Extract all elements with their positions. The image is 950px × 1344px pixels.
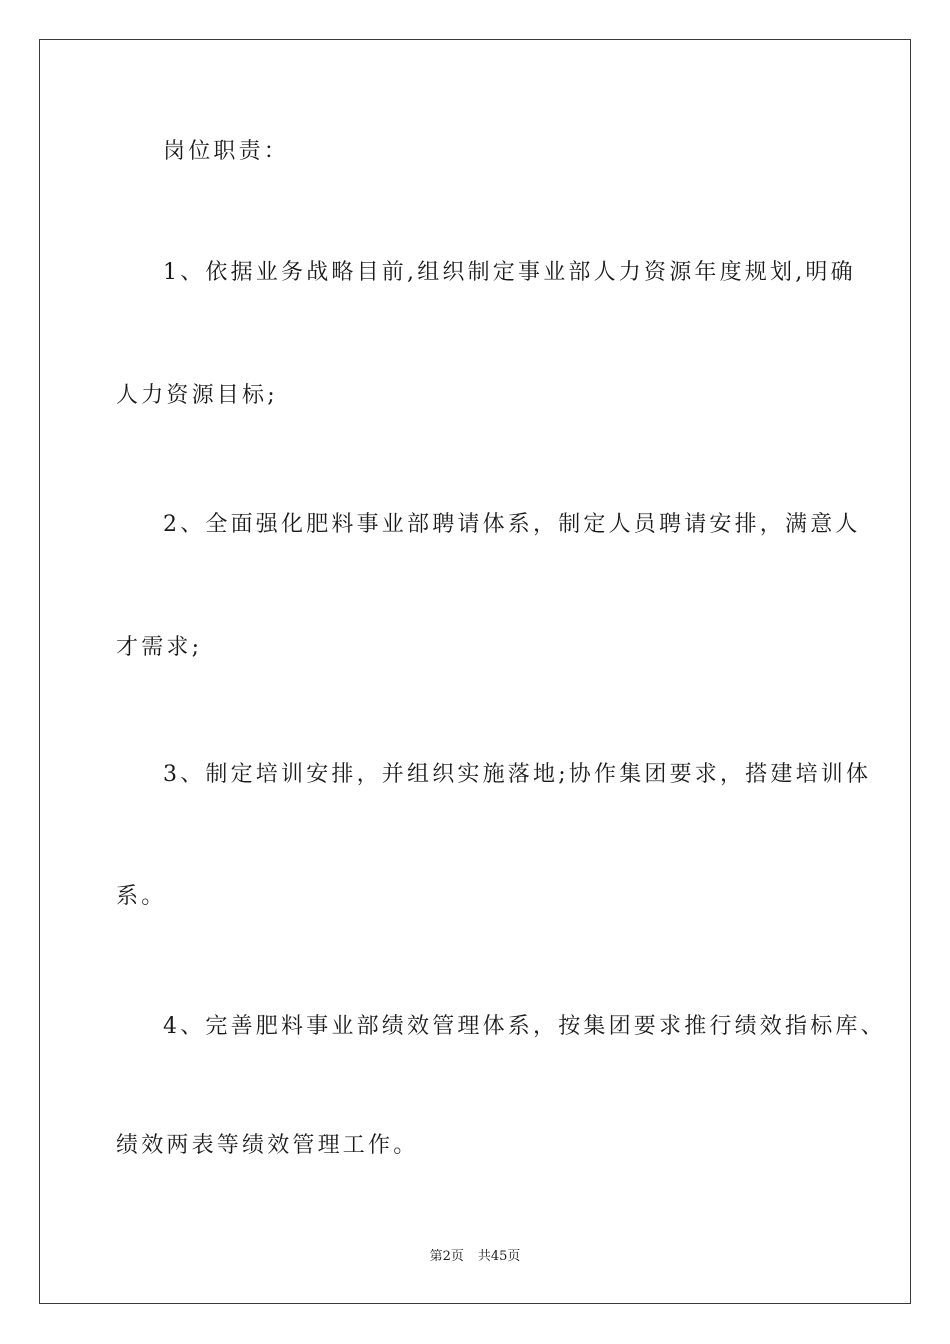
paragraph-3-line-1: 3、制定培训安排，并组织实施落地;协作集团要求，搭建培训体 bbox=[163, 762, 872, 787]
page-total: 共45页 bbox=[477, 1249, 521, 1264]
paragraph-1-line-2: 人力资源目标; bbox=[116, 383, 278, 408]
paragraph-3-line-2: 系。 bbox=[116, 884, 167, 909]
paragraph-1-line-1: 1、依据业务战略目前,组织制定事业部人力资源年度规划,明确 bbox=[163, 260, 856, 285]
page-border bbox=[39, 39, 911, 1304]
section-heading: 岗位职责： bbox=[163, 139, 290, 164]
paragraph-4-line-1: 4、完善肥料事业部绩效管理体系，按集团要求推行绩效指标库、 bbox=[163, 1014, 886, 1039]
page-footer bbox=[0, 1248, 950, 1266]
page-number: 第2页 bbox=[429, 1249, 464, 1264]
paragraph-4-line-2: 绩效两表等绩效管理工作。 bbox=[116, 1133, 419, 1158]
paragraph-2-line-2: 才需求; bbox=[116, 635, 203, 660]
paragraph-2-line-1: 2、全面强化肥料事业部聘请体系，制定人员聘请安排，满意人 bbox=[163, 512, 861, 537]
